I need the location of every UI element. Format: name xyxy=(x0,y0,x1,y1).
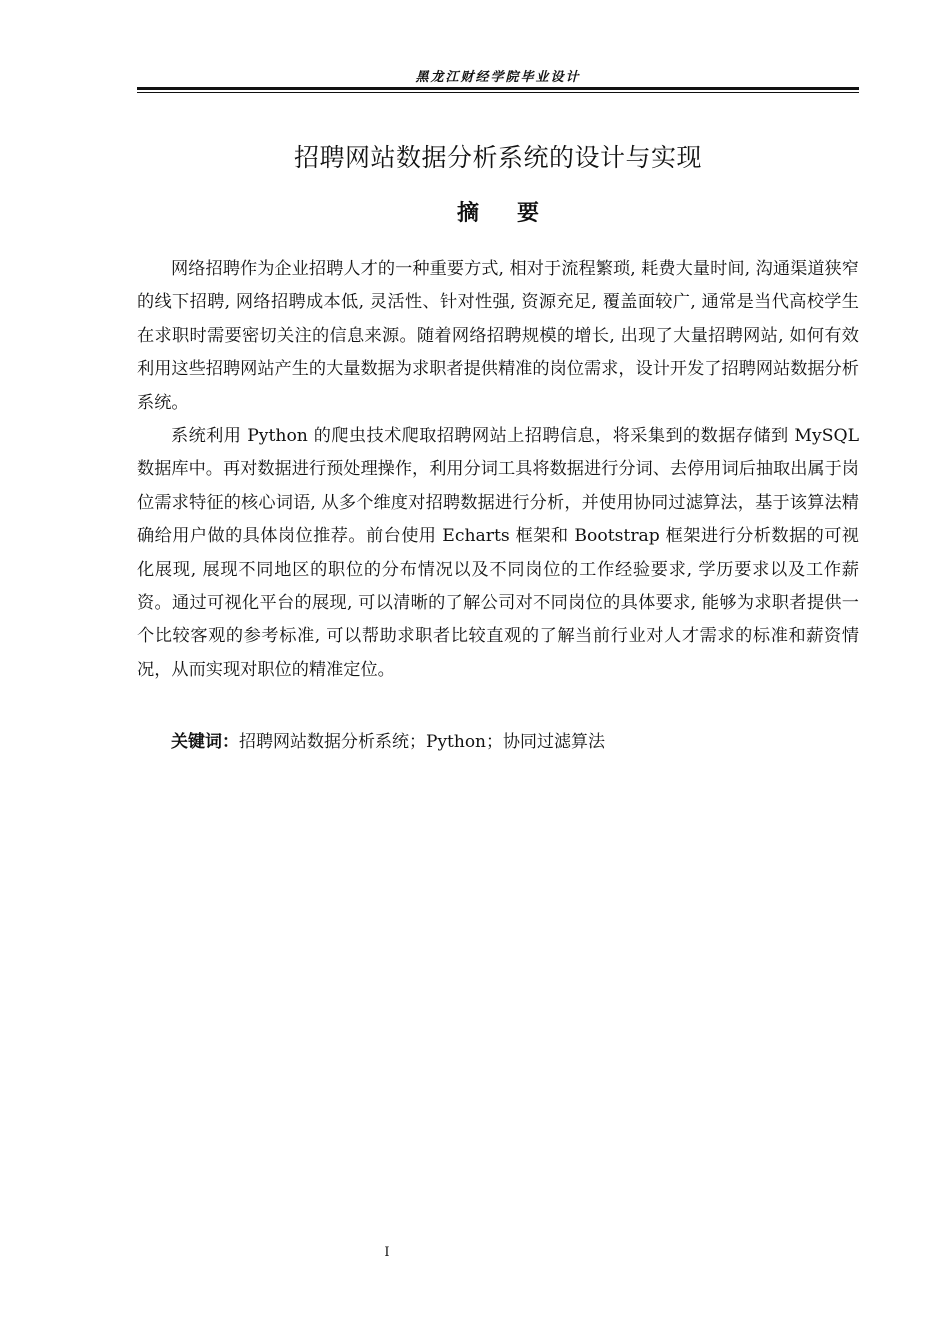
header-rule-thin xyxy=(137,92,859,93)
thesis-title: 招聘网站数据分析系统的设计与实现 xyxy=(293,143,702,172)
abstract-paragraph-1: 网络招聘作为企业招聘人才的一种重要方式, 相对于流程繁琐, 耗费大量时间, 沟通渠道狭窄的线下招聘, 网络招聘成本低, 灵活性、针对性强, 资源充足, 覆盖面较广, 通常是当代高校学生在求职时需要密切关注的信息来源。随着网络招聘规模的增长, 出现了大量招聘网站, 如何有效利用这些招聘网站产生的大量数据为求职者提供精准的岗位需求，设计开发了招聘网站数据分析系统。 xyxy=(137,259,859,413)
keywords-label: 关键词： xyxy=(171,732,239,752)
header-rule-thick xyxy=(137,87,859,90)
page-number: I xyxy=(384,1245,390,1260)
abstract-body xyxy=(137,253,859,687)
abstract-heading: 摘要 xyxy=(456,201,577,226)
keywords-line xyxy=(171,727,605,757)
keywords-text: 招聘网站数据分析系统；Python；协同过滤算法 xyxy=(239,732,606,752)
running-header: 黑龙江财经学院毕业设计 xyxy=(415,70,581,85)
abstract-paragraph-2: 系统利用 Python 的爬虫技术爬取招聘网站上招聘信息，将采集到的数据存储到 MySQL 数据库中。再对数据进行预处理操作，利用分词工具将数据进行分词、去停用词后抽取出属于岗位需求特征的核心词语, 从多个维度对招聘数据进行分析，并使用协同过滤算法，基于该算法精确给用户做的具体岗位推荐。前台使用 Echarts 框架和 Bootstrap 框架进行分析数据的可视化展现, 展现不同地区的职位的分布情况以及不同岗位的工作经验要求, 学历要求以及工作薪资。通过可视化平台的展现, 可以清晰的了解公司对不同岗位的具体要求, 能够为求职者提供一个比较客观的参考标准, 可以帮助求职者比较直观的了解当前行业对人才需求的标准和薪资情况，从而实现对职位的精准定位。 xyxy=(137,426,859,680)
